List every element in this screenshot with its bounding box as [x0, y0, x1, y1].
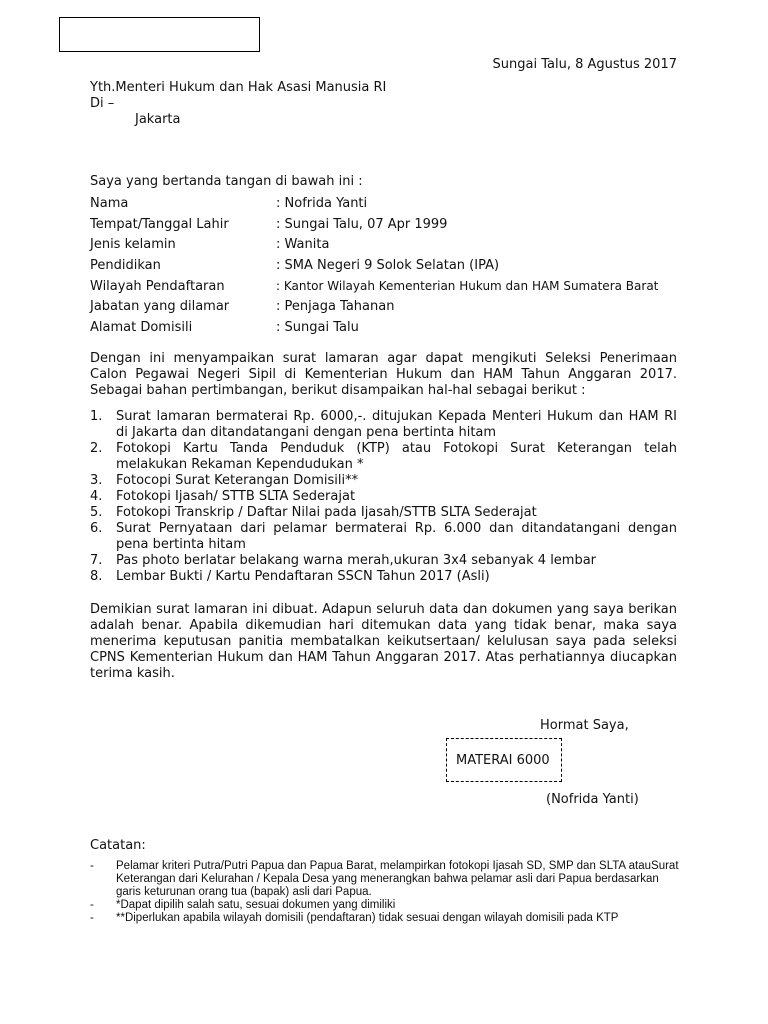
field-row	[90, 237, 658, 258]
note-text: **Diperlukan apabila wilayah domisili (pendaftaran) tidak sesuai dengan wilayah domisili pada KTP	[116, 912, 619, 924]
list-text: Fotokopi Kartu Tanda Penduduk (KTP) atau Fotokopi Surat Keterangan telah melakukan Rekaman Kependudukan *	[116, 441, 677, 472]
empty-box	[59, 17, 260, 52]
field-label: Pendidikan	[90, 258, 161, 274]
field-value: : Nofrida Yanti	[276, 196, 368, 211]
field-row	[90, 217, 658, 238]
list-number: 5.	[90, 505, 103, 520]
list-number: 8.	[90, 569, 103, 584]
list-text: Pas photo berlatar belakang warna merah,ukuran 3x4 sebanyak 4 lembar	[116, 553, 597, 568]
list-number: 2.	[90, 441, 103, 456]
signer-name: (Nofrida Yanti)	[546, 792, 639, 807]
field-label: Wilayah Pendaftaran	[90, 278, 225, 294]
list-item	[90, 521, 677, 553]
stamp-box	[446, 738, 562, 782]
list-text: Surat lamaran bermaterai Rp. 6000,-. ditujukan Kepada Menteri Hukum dan HAM RI di Jakarta dan ditandatangani dengan pena bertinta hitam	[116, 409, 677, 440]
closing-paragraph: Demikian surat lamaran ini dibuat. Adapun seluruh data dan dokumen yang saya berikan adalah benar. Apabila dikemudian hari ditemukan data yang tidak benar, maka saya menerima keputusan panitia membatalkan keikutsertaan/ kelulusan saya pada seleksi CPNS Kementerian Hukum dan HAM Tahun Anggaran 2017. Atas perhatiannya diucapkan terima kasih.	[90, 602, 677, 681]
field-label: Tempat/Tanggal Lahir	[90, 216, 229, 232]
list-item	[90, 409, 677, 441]
list-number: 7.	[90, 553, 103, 568]
list-text: Lembar Bukti / Kartu Pendaftaran SSCN Tahun 2017 (Asli)	[116, 569, 490, 584]
requirements-list	[90, 409, 677, 585]
list-item	[90, 899, 680, 912]
field-value: : Kantor Wilayah Kementerian Hukum dan HAM Sumatera Barat	[276, 278, 659, 293]
addressee-block	[90, 80, 386, 128]
stamp-label: MATERAI 6000	[456, 752, 550, 768]
field-value: : SMA Negeri 9 Solok Selatan (IPA)	[276, 258, 500, 274]
field-value: : Wanita	[276, 237, 330, 253]
notes-list	[90, 860, 680, 925]
closing-salutation: Hormat Saya,	[540, 718, 629, 733]
personal-data-table	[90, 196, 658, 341]
field-row	[90, 299, 658, 320]
list-text: Fotokopi Ijasah/ STTB SLTA Sederajat	[116, 489, 356, 504]
addressee-city: Jakarta	[135, 112, 181, 127]
note-dash: -	[90, 899, 94, 911]
field-label: Jabatan yang dilamar	[90, 299, 230, 315]
place-date: Sungai Talu, 8 Agustus 2017	[492, 57, 677, 72]
list-number: 4.	[90, 489, 103, 504]
field-value: : Sungai Talu	[276, 320, 359, 336]
intro-text: Saya yang bertanda tangan di bawah ini :	[90, 174, 363, 189]
list-item	[90, 569, 677, 585]
note-text: *Dapat dipilih salah satu, sesuai dokumen yang dimiliki	[116, 899, 396, 911]
notes-title: Catatan:	[90, 838, 146, 853]
field-value: : Penjaga Tahanan	[276, 299, 395, 315]
list-number: 3.	[90, 473, 103, 488]
list-item	[90, 553, 677, 569]
field-row	[90, 320, 658, 341]
list-item	[90, 489, 677, 505]
list-item	[90, 912, 680, 925]
note-text: Pelamar kriteri Putra/Putri Papua dan Papua Barat, melampirkan fotokopi Ijasah SD, SMP dan SLTA atauSurat Keterangan dari Kelurahan / Kepala Desa yang menerangkan bahwa pelamar asli dari Papua berdasarkan garis keturunan orang tua (bapak) asli dari Papua.	[116, 860, 679, 898]
addressee-line: Yth.Menteri Hukum dan Hak Asasi Manusia RI	[90, 80, 387, 95]
list-text: Surat Pernyataan dari pelamar bermaterai Rp. 6.000 dan ditandatangani dengan pena bertinta hitam	[116, 521, 677, 552]
field-label: Jenis kelamin	[90, 237, 176, 253]
list-text: Fotokopi Transkrip / Daftar Nilai pada Ijasah/STTB SLTA Sederajat	[116, 505, 537, 520]
addressee-line: Di –	[90, 96, 115, 111]
field-value: : Sungai Talu, 07 Apr 1999	[276, 216, 448, 232]
field-row	[90, 258, 658, 279]
note-dash: -	[90, 912, 94, 924]
list-item	[90, 860, 680, 899]
field-row	[90, 279, 658, 300]
list-number: 6.	[90, 521, 103, 536]
list-item	[90, 441, 677, 473]
list-text: Fotocopi Surat Keterangan Domisili**	[116, 473, 359, 488]
field-label: Alamat Domisili	[90, 320, 193, 336]
list-number: 1.	[90, 409, 103, 424]
application-paragraph: Dengan ini menyampaikan surat lamaran agar dapat mengikuti Seleksi Penerimaan Calon Pegawai Negeri Sipil di Kementerian Hukum dan HAM Tahun Anggaran 2017. Sebagai bahan pertimbangan, berikut disampaikan hal-hal sebagai berikut :	[90, 351, 677, 398]
note-dash: -	[90, 860, 94, 872]
list-item	[90, 505, 677, 521]
list-item	[90, 473, 677, 489]
field-label: Nama	[90, 196, 129, 211]
field-row	[90, 196, 658, 217]
